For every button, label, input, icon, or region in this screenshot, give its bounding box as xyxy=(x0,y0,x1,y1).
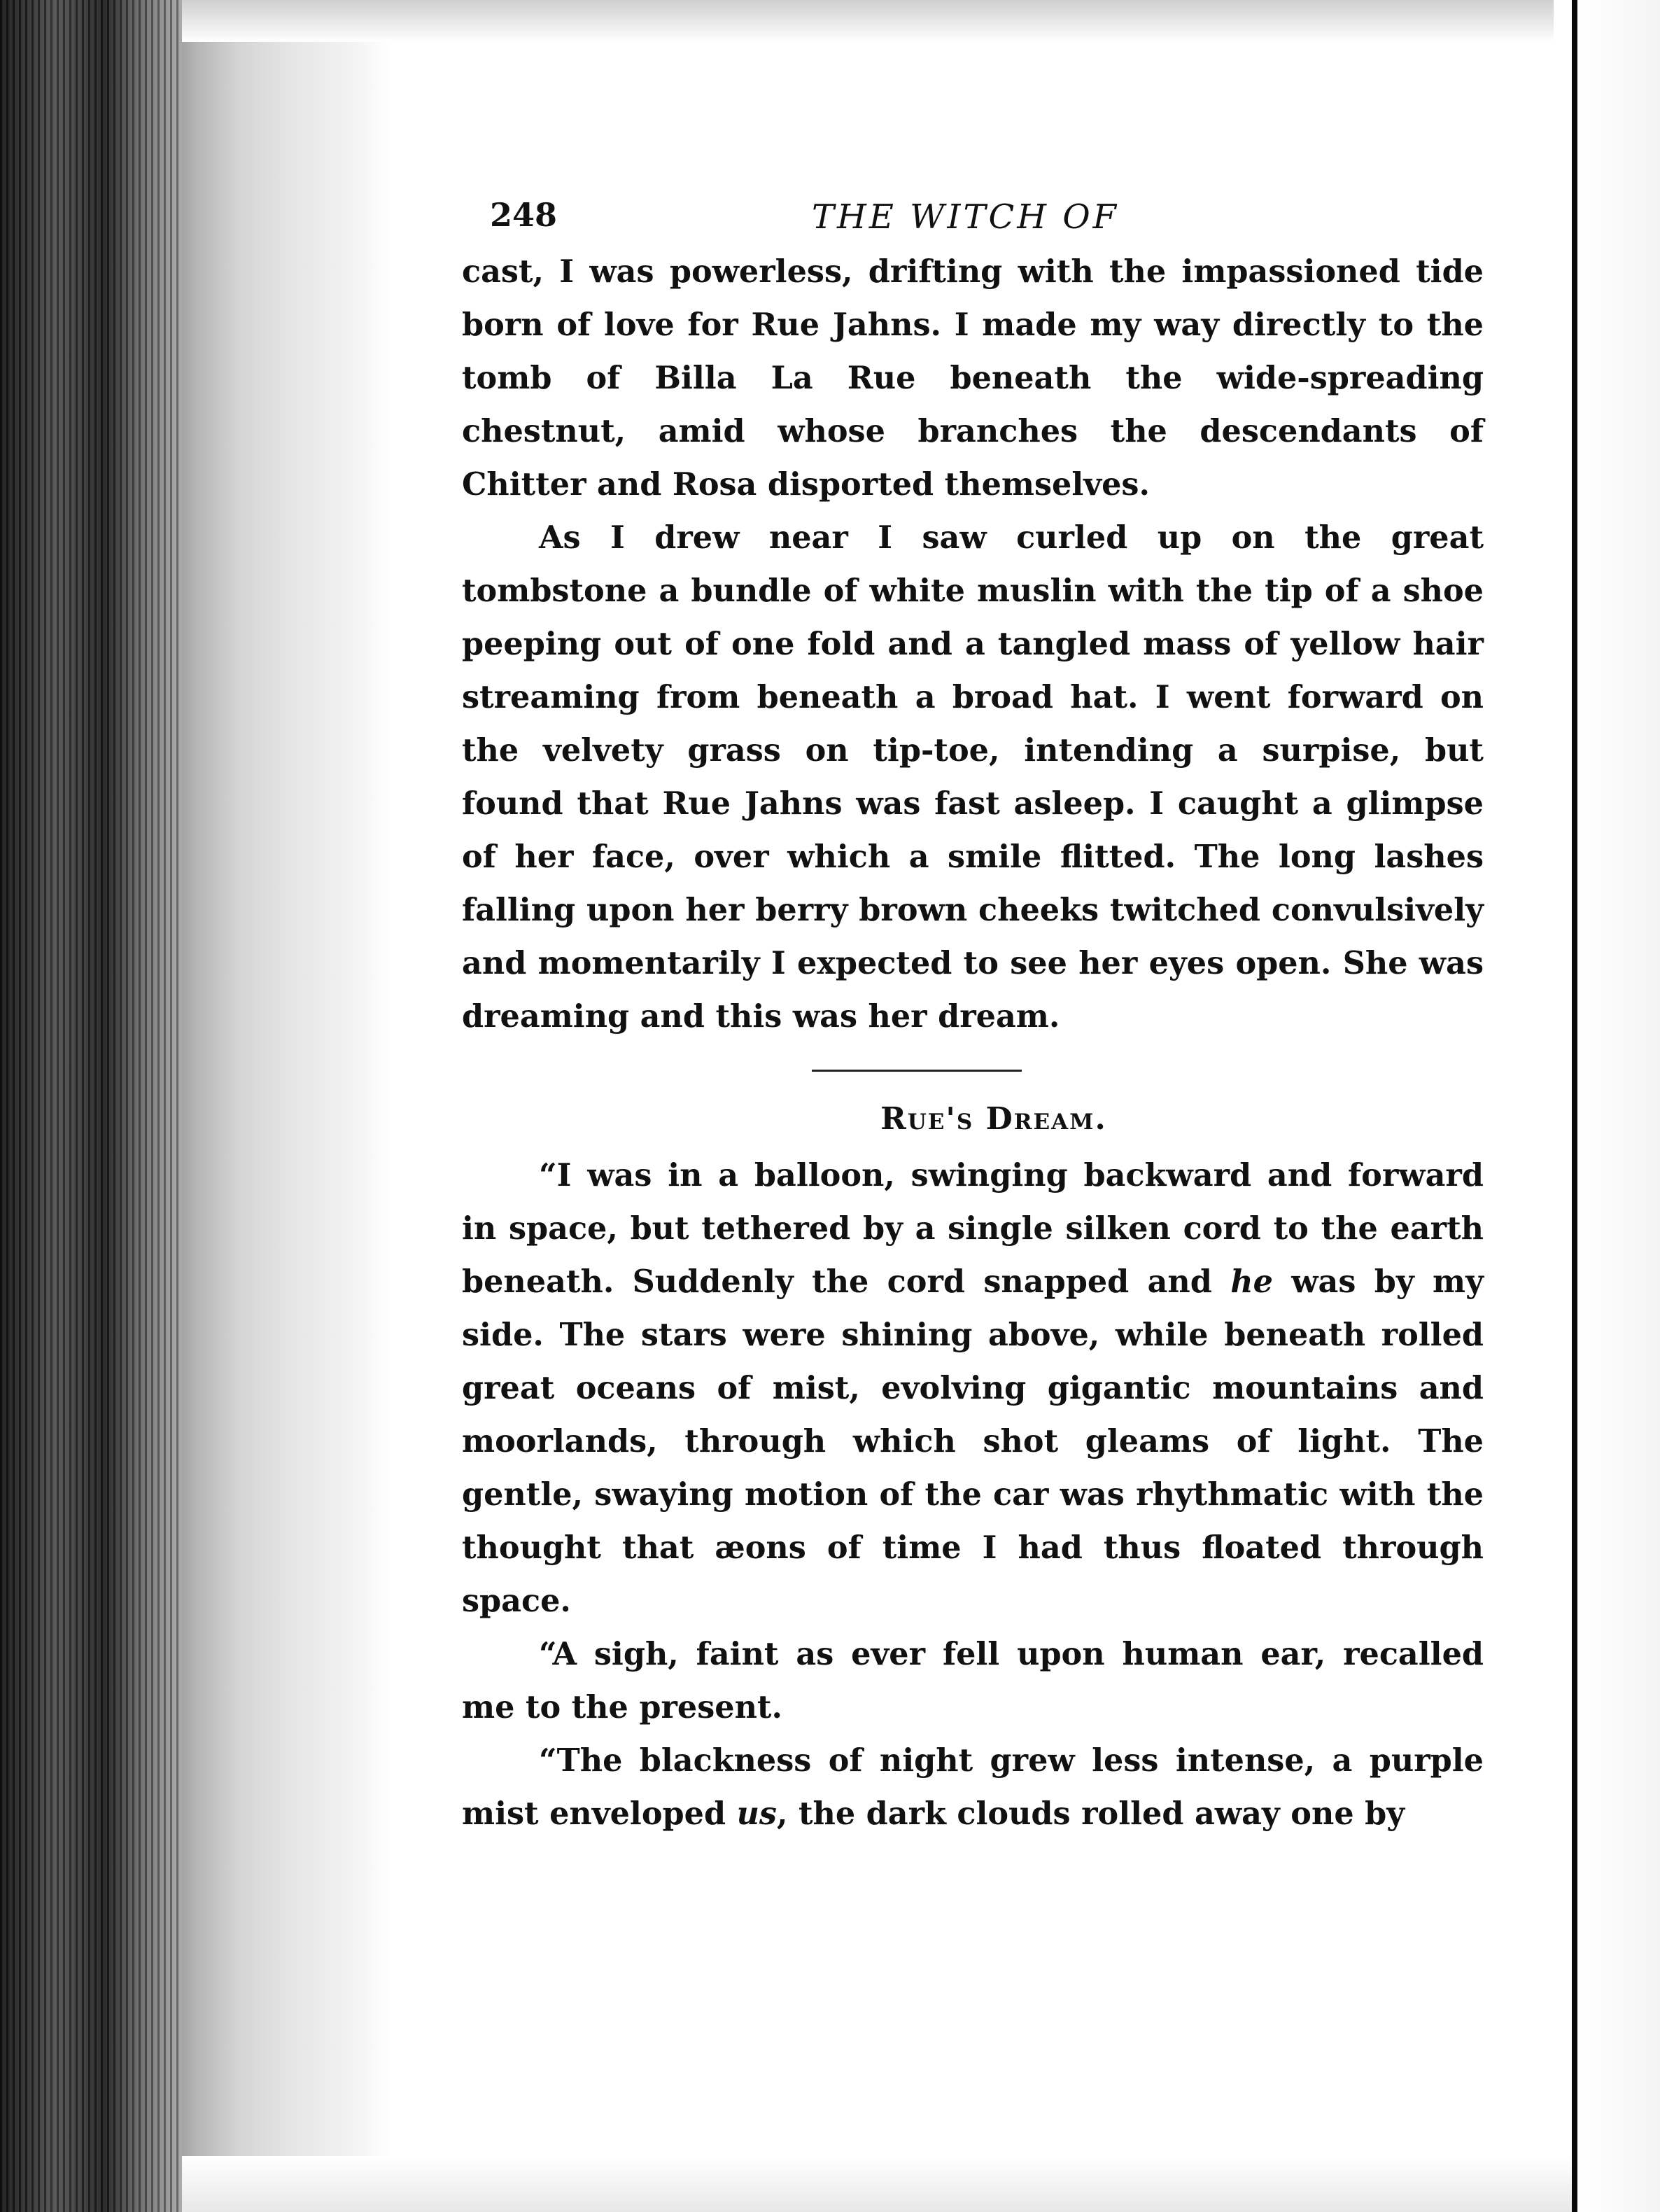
paragraph-5 xyxy=(462,1734,1484,1840)
book-page xyxy=(462,182,1484,1840)
page-edges xyxy=(0,0,182,2212)
bottom-shadow xyxy=(182,2156,1572,2212)
paragraph-4: “A sigh, faint as ever fell upon human ear, recalled me to the present. xyxy=(462,1636,1484,1726)
paragraph-5-emphasis: us xyxy=(736,1795,777,1832)
paragraph-3-start: “I was in a balloon, swinging backward and forward in space, but tethered by a single silken cord to the earth beneath. Suddenly the cord snapped and xyxy=(462,1157,1484,1300)
top-shadow xyxy=(182,0,1554,42)
paragraph-5-start: “The blackness of night grew less intense, a purple mist enveloped xyxy=(462,1742,1484,1832)
page-number: 248 xyxy=(490,196,558,234)
paragraph-3-emphasis: he xyxy=(1230,1264,1273,1300)
page-header xyxy=(462,182,1484,245)
section-divider xyxy=(812,1070,1022,1072)
section-title: Rue's Dream. xyxy=(880,1101,1107,1137)
paragraph-3 xyxy=(462,1149,1484,1628)
paragraph-3-end: was by my side. The stars were shining above, while beneath rolled great oceans of mist, evolving gigantic mountains and moorlands, through which shot gleams of light. The gentle, swaying motion of the car was rhythmatic with the thought that æons of time I had thus floated through space. xyxy=(462,1264,1484,1619)
paragraph-2: As I drew near I saw curled up on the great tombstone a bundle of white muslin with the tip of a shoe peeping out of one fold and a tangled mass of yellow hair streaming from beneath a broad hat. I went forward on the velvety grass on tip-toe, intending a surpise, but found that Rue Jahns was fast asleep. I caught a glimpse of her face, over which a smile flitted. The long lashes falling upon her berry brown cheeks twitched convulsively and momentarily I expected to see her eyes open. She was dreaming and this was her dream. xyxy=(462,519,1484,1035)
paragraph-1: cast, I was powerless, drifting with the impassioned tide born of love for Rue Jahns. I made my way directly to the tomb of Billa La Rue beneath the wide-spreading chestnut, amid whose branches the descendants of Chitter and Rosa disported themselves. xyxy=(462,253,1484,503)
page-edge-line xyxy=(1572,0,1577,2212)
body-text xyxy=(462,245,1484,1840)
running-head: THE WITCH OF xyxy=(812,197,1119,237)
paragraph-5-end: , the dark clouds rolled away one by xyxy=(776,1795,1405,1832)
right-margin xyxy=(1577,0,1660,2212)
